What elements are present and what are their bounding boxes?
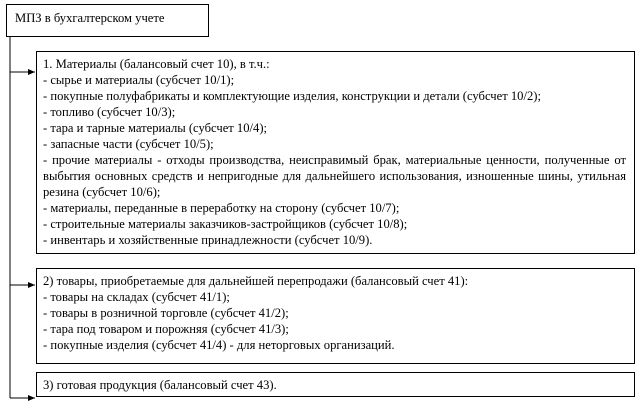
- goods-title: 2) товары, приобретаемые для дальнейшей перепродажи (балансовый счет 41):: [43, 274, 469, 288]
- goods-item-warehouse: - товары на складах (субсчет 41/1);: [43, 290, 230, 304]
- materials-item-construction: - строительные материалы заказчиков-застройщиков (субсчет 10/8);: [43, 217, 408, 231]
- materials-box: [36, 51, 635, 254]
- materials-item-containers: - тара и тарные материалы (субсчет 10/4);: [43, 121, 268, 135]
- root-label: МПЗ в бухгалтерском учете: [15, 11, 165, 25]
- goods-box: [36, 268, 635, 364]
- root-box: [6, 4, 209, 37]
- materials-item-other: - прочие материалы - отходы производства, неисправимый брак, материальные ценности, полученные от выбытия основных средств и непригодные для дальнейшего использования, изношенные шины, утильная резина (субсчет 10/6);: [43, 153, 626, 199]
- materials-item-inventory: - инвентарь и хозяйственные принадлежности (субсчет 10/9).: [43, 233, 373, 247]
- goods-item-retail: - товары в розничной торговле (субсчет 41/2);: [43, 306, 289, 320]
- finished-products-title: 3) готовая продукция (балансовый счет 43).: [43, 378, 277, 392]
- goods-item-purchased: - покупные изделия (субсчет 41/4) - для неторговых организаций.: [43, 338, 395, 352]
- goods-item-packaging: - тара под товаром и порожняя (субсчет 41/3);: [43, 322, 289, 336]
- materials-item-semifinished: - покупные полуфабрикаты и комплектующие изделия, конструкции и детали (субсчет 10/2);: [43, 89, 541, 103]
- materials-item-fuel: - топливо (субсчет 10/3);: [43, 105, 176, 119]
- materials-item-raw: - сырье и материалы (субсчет 10/1);: [43, 73, 235, 87]
- materials-title: 1. Материалы (балансовый счет 10), в т.ч.:: [43, 57, 270, 71]
- finished-products-box: [36, 372, 635, 397]
- materials-item-spare-parts: - запасные части (субсчет 10/5);: [43, 137, 214, 151]
- materials-item-processing: - материалы, переданные в переработку на сторону (субсчет 10/7);: [43, 201, 400, 215]
